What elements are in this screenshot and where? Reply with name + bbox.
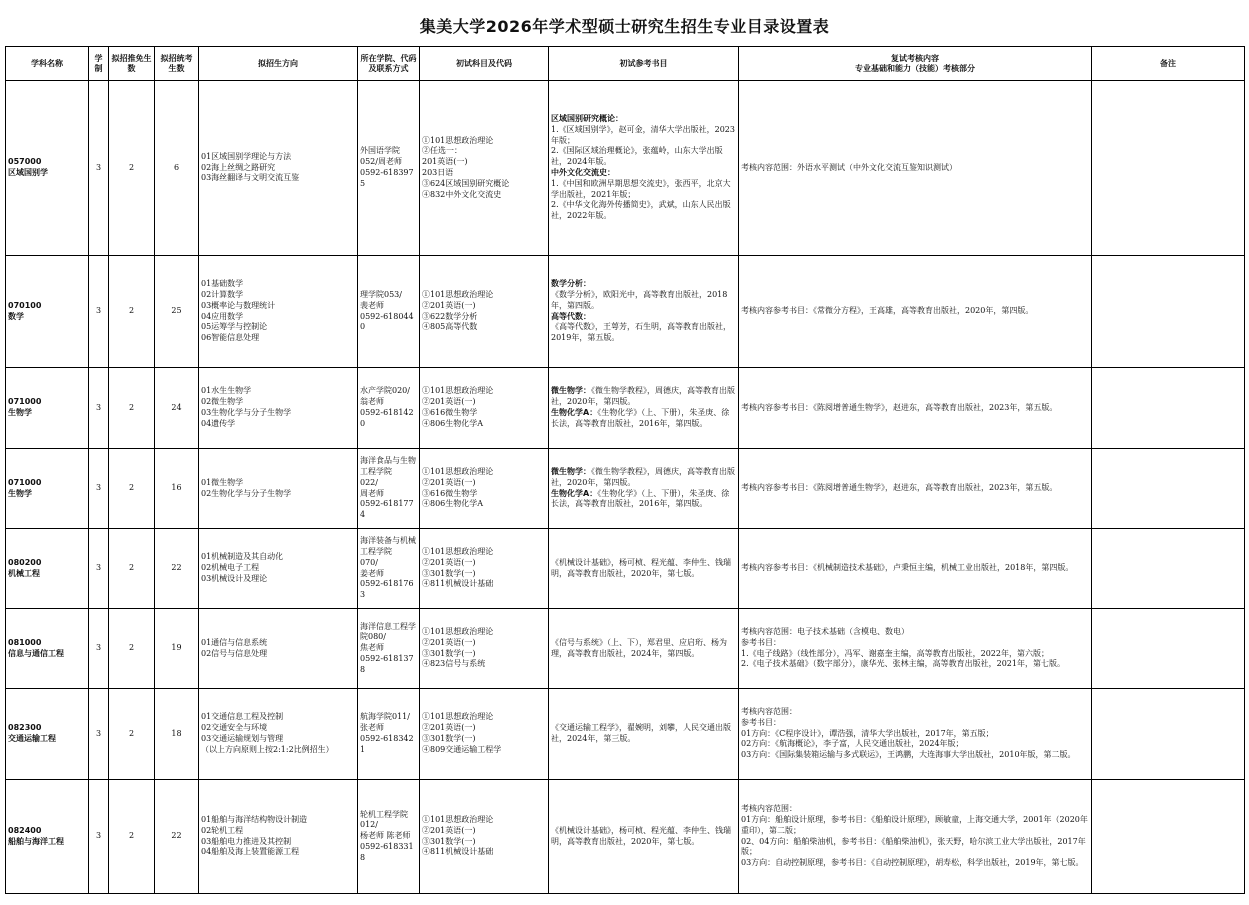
cell-exams — [420, 449, 549, 529]
subject-name: 生物学 — [8, 408, 32, 417]
table-body — [6, 81, 1245, 894]
table-row — [6, 256, 1245, 368]
subject-name: 机械工程 — [8, 568, 40, 578]
header-row — [6, 47, 1245, 81]
review-line: 考核内容范围：外语水平测试（中外文化交流互鉴知识测试） — [741, 162, 957, 172]
college-line: 0592-6180440 — [360, 311, 414, 332]
ref-heading: 高等代数： — [551, 311, 591, 321]
cell-notes — [1092, 449, 1245, 529]
exam-item: 203日语 — [422, 168, 454, 177]
page-title: 集美大学2026年学术型硕士研究生招生专业目录设置表 — [419, 17, 830, 36]
exam-item: ④832中外文化交流史 — [422, 189, 502, 199]
exam-item: 201英语(一) — [422, 157, 468, 167]
ref-heading: 中外文化交流史： — [551, 168, 615, 177]
cell-subject — [6, 689, 89, 780]
cell-directions — [199, 368, 358, 449]
cell-exempt: 2 — [109, 529, 155, 609]
cell-years: 3 — [89, 529, 109, 609]
ref-item — [551, 290, 736, 312]
direction-item: 01船舶与海洋结构物设计制造 — [201, 814, 308, 824]
cell-college — [358, 449, 420, 529]
ref-item — [551, 125, 736, 147]
exam-item: ①101思想政治理论 — [422, 135, 494, 145]
exam-item: ①101思想政治理论 — [422, 814, 494, 824]
cell-college — [358, 368, 420, 449]
ref-heading: 区域国别研究概论： — [551, 114, 623, 124]
cell-directions — [199, 780, 358, 894]
review-line: 03方向：《国际集装箱运输与多式联运》，王鸿鹏，大连海事大学出版社，2010年版，第二版。 — [741, 750, 1076, 760]
subject-code: 071000 — [8, 477, 42, 487]
direction-item: 03海丝翻译与文明交流互鉴 — [201, 173, 300, 183]
cell-review — [739, 449, 1092, 529]
ref-text: 1.《中国和欧洲早期思想交流史》，张西平，北京大学出版社，2021年版； — [551, 178, 731, 199]
cell-college — [358, 689, 420, 780]
ref-text: 2.《中华文化海外传播简史》，武斌，山东人民出版社，2022年版。 — [551, 200, 731, 221]
college-line: 0592-6181420 — [360, 408, 414, 428]
ref-heading: 生物化学A： — [551, 488, 598, 498]
cell-exams — [420, 780, 549, 894]
college-line: 外国语学院 — [360, 146, 400, 156]
header-exams: 初试科目及代码 — [420, 47, 549, 81]
cell-subject — [6, 81, 89, 256]
table-row — [6, 609, 1245, 689]
ref-text: 《信号与系统》（上、下），郑君里、应启珩、杨为理，高等教育出版社，2024年，第四版。 — [551, 637, 727, 658]
cell-years: 3 — [89, 780, 109, 894]
cell-directions — [199, 689, 358, 780]
college-line: 裴老师 — [360, 300, 384, 310]
exam-item: ③616微生物学 — [422, 488, 478, 498]
review-line: 2.《电子技术基础》（数字部分），康华光、张林主编，高等教育出版社，2021年，第七版。 — [741, 659, 1065, 669]
college-line: 海洋装备与机械工程学院 — [360, 536, 416, 556]
table-row — [6, 449, 1245, 529]
college-line: 022/ — [360, 477, 378, 487]
cell-refs — [549, 256, 739, 368]
college-line: 070/ — [360, 557, 378, 567]
direction-item: 05运筹学与控制论 — [201, 322, 268, 332]
table-row — [6, 780, 1245, 894]
cell-refs — [549, 529, 739, 609]
cell-exam: 6 — [155, 81, 199, 256]
direction-item: 02海上丝绸之路研究 — [201, 162, 276, 172]
direction-item: 01微生物学 — [201, 477, 244, 487]
direction-item: 03交通运输规划与管理 — [201, 734, 284, 743]
direction-item: 02机械电子工程 — [201, 563, 260, 573]
college-line: 杨老师 陈老师 — [360, 831, 411, 841]
ref-item — [551, 312, 736, 323]
exam-item: ②任选一： — [422, 146, 462, 156]
direction-item: （以上方向原则上按2:1:2比例招生） — [201, 744, 334, 754]
cell-exam: 22 — [155, 529, 199, 609]
header-years: 学制 — [89, 47, 109, 81]
exam-item: ②201英语(一) — [422, 557, 476, 567]
cell-notes — [1092, 529, 1245, 609]
college-line: 0592-6181378 — [360, 653, 414, 674]
review-line: 1.《电子线路》（线性部分），冯军、谢嘉奎主编，高等教育出版社，2022年，第六版； — [741, 648, 1049, 658]
cell-years: 3 — [89, 449, 109, 529]
exam-item: ③301数学(一) — [422, 568, 476, 578]
cell-refs — [549, 368, 739, 449]
review-line: 02方向：《航海概论》，李子富，人民交通出版社，2024年版； — [741, 739, 964, 749]
cell-subject — [6, 529, 89, 609]
college-line: 航海学院011/ — [360, 712, 410, 722]
cell-directions — [199, 256, 358, 368]
exam-item: ④811机械设计基础 — [422, 579, 494, 589]
cell-notes — [1092, 609, 1245, 689]
exam-item: ②201英语(一) — [422, 477, 476, 487]
ref-text: 2.《国际区域治理概论》，张蕴岭，山东大学出版社，2024年版。 — [551, 146, 723, 167]
ref-heading: 微生物学： — [551, 466, 591, 476]
subject-code: 082300 — [8, 723, 42, 733]
direction-item: 02信号与信息处理 — [201, 648, 268, 658]
ref-item — [551, 322, 736, 344]
exam-item: ④806生物化学A — [422, 499, 484, 509]
college-line: 水产学院020/ — [360, 386, 410, 396]
direction-item: 02微生物学 — [201, 397, 244, 407]
college-line: 理学院053/ — [360, 289, 402, 299]
exam-item: ④811机械设计基础 — [422, 847, 494, 857]
table-row — [6, 368, 1245, 449]
ref-text: 《机械设计基础》，杨可桢、程光蕴、李仲生、钱瑞明，高等教育出版社，2020年，第七版。 — [551, 557, 731, 578]
header-exempt: 拟招推免生数 — [109, 47, 155, 81]
exam-item: ③622数学分析 — [422, 311, 478, 321]
ref-text: 《数学分析》，欧阳光中，高等教育出版社，2018年，第四版。 — [551, 289, 728, 310]
direction-item: 03生物化学与分子生物学 — [201, 408, 292, 417]
exam-item: ②201英语(一) — [422, 300, 476, 310]
cell-exam: 22 — [155, 780, 199, 894]
cell-exams — [420, 529, 549, 609]
table-row — [6, 689, 1245, 780]
table-row — [6, 529, 1245, 609]
ref-item — [551, 408, 736, 430]
exam-item: ④806生物化学A — [422, 418, 484, 428]
cell-college — [358, 529, 420, 609]
cell-directions — [199, 609, 358, 689]
exam-item: ①101思想政治理论 — [422, 712, 494, 722]
college-line: 0592-6181763 — [360, 579, 414, 600]
exam-item: ③301数学(一) — [422, 734, 476, 743]
subject-code: 082400 — [8, 825, 42, 835]
review-line: 考核内容参考书目：《机械制造技术基础》，卢秉恒主编，机械工业出版社，2018年，第四版。 — [741, 563, 1074, 573]
direction-item: 06智能信息处理 — [201, 333, 260, 343]
ref-text: 《生物化学》（上、下册），朱圣庚、徐长法，高等教育出版社，2016年，第四版。 — [551, 408, 730, 428]
direction-item: 04船舶及海上装置能源工程 — [201, 847, 300, 857]
ref-item — [551, 723, 736, 745]
ref-item — [551, 467, 736, 489]
cell-exempt: 2 — [109, 609, 155, 689]
header-refs: 初试参考书目 — [549, 47, 739, 81]
ref-item — [551, 489, 736, 511]
exam-item: ②201英语(一) — [422, 723, 476, 733]
review-line: 03方向：自动控制原理，参考书目：《自动控制原理》，胡寿松，科学出版社，2019年，第七版。 — [741, 858, 1084, 868]
table-row — [6, 81, 1245, 256]
college-line: 海洋信息工程学院080/ — [360, 621, 416, 642]
exam-item: ③624区域国别研究概论 — [422, 178, 510, 188]
college-line: 012/ — [360, 820, 378, 830]
direction-item: 03机械设计及理论 — [201, 573, 268, 583]
direction-item: 01区域国别学理论与方法 — [201, 151, 292, 161]
cell-exam: 16 — [155, 449, 199, 529]
direction-item: 03船舶电力推进及其控制 — [201, 836, 292, 846]
direction-item: 02轮机工程 — [201, 825, 244, 835]
cell-exam: 19 — [155, 609, 199, 689]
ref-item — [551, 179, 736, 201]
exam-item: ②201英语(一) — [422, 397, 476, 407]
ref-item — [551, 200, 736, 222]
direction-item: 01基础数学 — [201, 279, 244, 289]
ref-item — [551, 114, 736, 125]
cell-exempt: 2 — [109, 449, 155, 529]
ref-text: 《生物化学》（上、下册），朱圣庚、徐长法，高等教育出版社，2016年，第四版。 — [551, 488, 730, 509]
college-line: 0592-6181774 — [360, 499, 414, 520]
college-line: 海洋食品与生物工程学院 — [360, 456, 416, 476]
cell-subject — [6, 609, 89, 689]
review-line: 考核内容范围：电子技术基础（含模电、数电） — [741, 626, 909, 636]
cell-years: 3 — [89, 256, 109, 368]
subject-name: 数学 — [8, 311, 24, 321]
header-subject: 学科名称 — [6, 47, 89, 81]
subject-name: 船舶与海洋工程 — [8, 836, 64, 846]
ref-heading: 生物化学A： — [551, 408, 598, 417]
direction-item: 04应用数学 — [201, 311, 244, 321]
direction-item: 04遗传学 — [201, 418, 236, 428]
college-line: 焦老师 — [360, 643, 384, 653]
direction-item: 01水生生物学 — [201, 386, 252, 396]
cell-college — [358, 81, 420, 256]
ref-item — [551, 168, 736, 179]
direction-item: 03概率论与数理统计 — [201, 300, 276, 310]
cell-exams — [420, 81, 549, 256]
review-line: 01方向：《C程序设计》，谭浩强，清华大学出版社，2017年，第五版； — [741, 728, 994, 738]
subject-code: 081000 — [8, 637, 42, 647]
cell-subject — [6, 368, 89, 449]
cell-notes — [1092, 368, 1245, 449]
college-line: 张老师 — [360, 723, 384, 733]
subject-name: 信息与通信工程 — [8, 648, 64, 658]
direction-item: 01通信与信息系统 — [201, 637, 268, 647]
exam-item: ④823信号与系统 — [422, 659, 486, 669]
direction-item: 02生物化学与分子生物学 — [201, 488, 292, 498]
ref-heading: 微生物学： — [551, 386, 591, 396]
ref-text: 《微生物学教程》，周德庆，高等教育出版社，2020年，第四版。 — [551, 386, 735, 407]
cell-directions — [199, 81, 358, 256]
ref-text: 《机械设计基础》，杨可桢、程光蕴、李仲生、钱瑞明，高等教育出版社，2020年，第七版。 — [551, 825, 731, 846]
cell-college — [358, 780, 420, 894]
cell-years: 3 — [89, 81, 109, 256]
ref-item — [551, 638, 736, 660]
college-line: 0592-6183975 — [360, 168, 414, 188]
cell-subject — [6, 780, 89, 894]
exam-item: ④809交通运输工程学 — [422, 744, 502, 754]
cell-review — [739, 368, 1092, 449]
cell-years: 3 — [89, 368, 109, 449]
exam-item: ③301数学(一) — [422, 648, 476, 658]
cell-subject — [6, 449, 89, 529]
cell-notes — [1092, 780, 1245, 894]
exam-item: ①101思想政治理论 — [422, 626, 494, 636]
header-review-line2: 专业基础和能力（技能）考核部分 — [855, 63, 975, 73]
cell-college — [358, 609, 420, 689]
review-line: 01方向：船舶设计原理，参考书目：《船舶设计原理》，顾敏童，上海交通大学，2001年（2020年重印），第二版； — [741, 814, 1088, 835]
cell-exams — [420, 256, 549, 368]
review-line: 参考书目： — [741, 717, 781, 727]
cell-exam: 25 — [155, 256, 199, 368]
college-line: 轮机工程学院 — [360, 809, 408, 819]
exam-item: ①101思想政治理论 — [422, 466, 494, 476]
subject-code: 080200 — [8, 557, 42, 567]
exam-item: ①101思想政治理论 — [422, 289, 494, 299]
subject-name: 生物学 — [8, 488, 32, 498]
review-line: 参考书目： — [741, 637, 781, 647]
cell-exams — [420, 609, 549, 689]
cell-exempt: 2 — [109, 780, 155, 894]
review-line: 考核内容范围： — [741, 707, 797, 716]
direction-item: 01交通信息工程及控制 — [201, 712, 284, 722]
review-line: 考核内容范围： — [741, 804, 797, 814]
ref-text: 《高等代数》，王萼芳，石生明，高等教育出版社，2019年，第五版。 — [551, 322, 731, 343]
subject-code: 057000 — [8, 157, 42, 167]
cell-review — [739, 689, 1092, 780]
cell-exam: 24 — [155, 368, 199, 449]
cell-refs — [549, 609, 739, 689]
direction-item: 01机械制造及其自动化 — [201, 552, 284, 562]
direction-item: 02交通安全与环境 — [201, 723, 268, 733]
subject-code: 071000 — [8, 397, 42, 407]
header-college: 所在学院、代码及联系方式 — [358, 47, 420, 81]
header-review — [739, 47, 1092, 81]
cell-review — [739, 81, 1092, 256]
header-exam: 拟招统考生数 — [155, 47, 199, 81]
review-line: 考核内容参考书目：《陈阅增普通生物学》，赵进东，高等教育出版社，2023年，第五版。 — [741, 483, 1058, 493]
ref-item — [551, 826, 736, 848]
exam-item: ①101思想政治理论 — [422, 546, 494, 556]
header-review-line1: 复试考核内容 — [891, 53, 939, 63]
ref-item — [551, 558, 736, 580]
cell-exempt: 2 — [109, 81, 155, 256]
college-line: 0592-6183318 — [360, 841, 414, 862]
cell-refs — [549, 81, 739, 256]
direction-item: 02计算数学 — [201, 289, 244, 299]
exam-item: ④805高等代数 — [422, 322, 478, 332]
cell-exams — [420, 689, 549, 780]
review-line: 02、04方向：船舶柴油机，参考书目：《船舶柴油机》，张天野，哈尔滨工业大学出版社，2017年版； — [741, 836, 1086, 857]
cell-notes — [1092, 81, 1245, 256]
cell-directions — [199, 529, 358, 609]
cell-refs — [549, 780, 739, 894]
cell-exempt: 2 — [109, 368, 155, 449]
cell-notes — [1092, 689, 1245, 780]
subject-name: 交通运输工程 — [8, 734, 56, 743]
ref-text: 1.《区域国别学》，赵可金，清华大学出版社，2023年版； — [551, 124, 735, 145]
exam-item: ②201英语(一) — [422, 637, 476, 647]
catalog-table — [5, 46, 1245, 894]
cell-refs — [549, 449, 739, 529]
college-line: 052/周老师 — [360, 157, 402, 167]
ref-text: 《微生物学教程》，周德庆，高等教育出版社，2020年，第四版。 — [551, 466, 735, 487]
cell-review — [739, 256, 1092, 368]
cell-directions — [199, 449, 358, 529]
review-line: 考核内容参考书目：《常微分方程》，王高雄，高等教育出版社，2020年，第四版。 — [741, 306, 1034, 316]
header-notes: 备注 — [1092, 47, 1245, 81]
cell-review — [739, 609, 1092, 689]
ref-item — [551, 279, 736, 290]
subject-name: 区域国别学 — [8, 168, 48, 177]
ref-heading: 数学分析： — [551, 279, 591, 289]
cell-exempt: 2 — [109, 689, 155, 780]
cell-years: 3 — [89, 609, 109, 689]
cell-review — [739, 780, 1092, 894]
ref-item — [551, 146, 736, 168]
cell-exempt: 2 — [109, 256, 155, 368]
cell-college — [358, 256, 420, 368]
cell-review — [739, 529, 1092, 609]
ref-text: 《交通运输工程学》，翟婉明，刘攀，人民交通出版社，2024年，第三版。 — [551, 723, 731, 743]
ref-item — [551, 386, 736, 408]
exam-item: ③301数学(一) — [422, 836, 476, 846]
cell-notes — [1092, 256, 1245, 368]
college-line: 姜老师 — [360, 568, 384, 578]
subject-code: 070100 — [8, 300, 42, 310]
cell-exams — [420, 368, 549, 449]
college-line: 周老师 — [360, 488, 384, 498]
exam-item: ①101思想政治理论 — [422, 386, 494, 396]
college-line: 翁老师 — [360, 397, 384, 407]
header-directions: 拟招生方向 — [199, 47, 358, 81]
college-line: 0592-6183421 — [360, 734, 414, 754]
cell-refs — [549, 689, 739, 780]
cell-subject — [6, 256, 89, 368]
cell-exam: 18 — [155, 689, 199, 780]
review-line: 考核内容参考书目：《陈阅增普通生物学》，赵进东，高等教育出版社，2023年，第五版。 — [741, 402, 1058, 412]
exam-item: ③616微生物学 — [422, 408, 478, 417]
exam-item: ②201英语(一) — [422, 825, 476, 835]
cell-years: 3 — [89, 689, 109, 780]
